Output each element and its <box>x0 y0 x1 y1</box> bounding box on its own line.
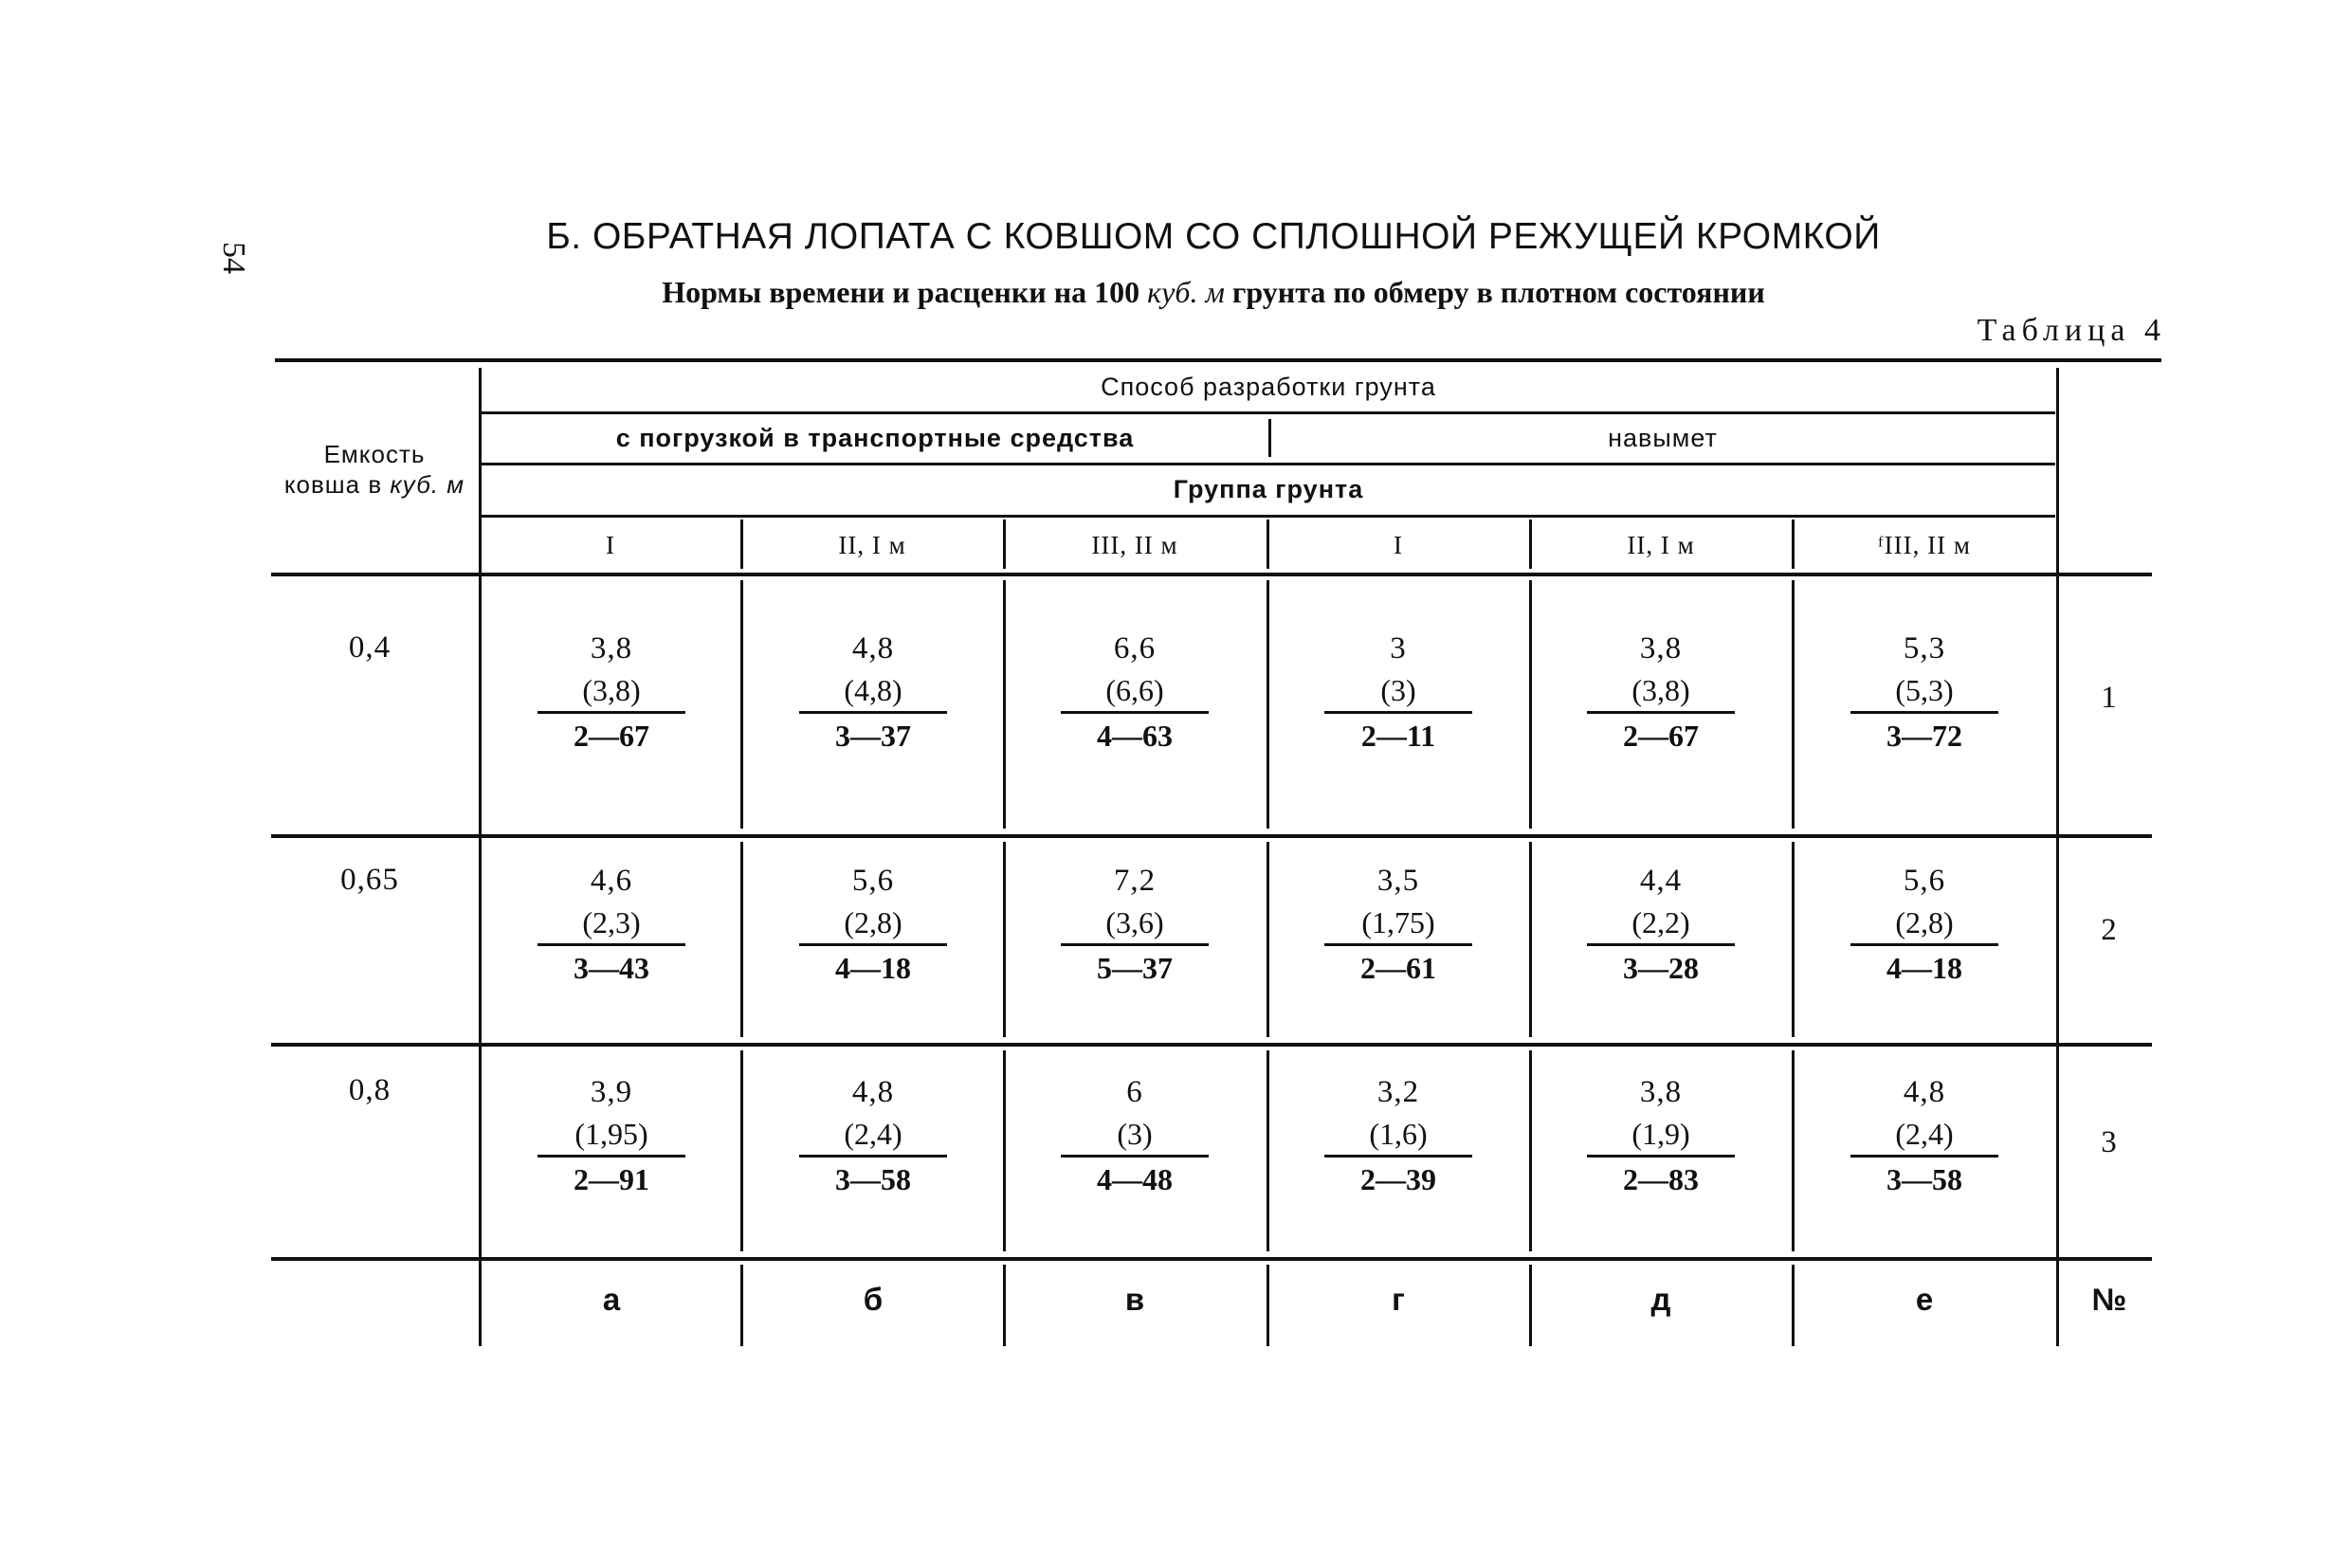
subtitle-unit: куб. м <box>1147 275 1225 309</box>
column-rule-6 <box>1792 580 1795 829</box>
capacity-header-unit: куб. м <box>390 470 465 499</box>
time-norm-alt: (1,75) <box>1324 902 1472 946</box>
column-rule-3 <box>1003 1265 1006 1346</box>
column-rule-3 <box>1003 842 1006 1037</box>
time-norm-alt: (2,8) <box>799 902 947 946</box>
column-rule-2 <box>740 580 743 829</box>
norm-cell <box>793 860 954 990</box>
time-norm-alt: (5,3) <box>1850 669 1998 714</box>
subtitle-text-start: Нормы времени и расценки на 100 <box>662 275 1148 309</box>
time-norm: 5,3 <box>1903 631 1946 665</box>
time-norm: 6,6 <box>1113 631 1157 665</box>
norm-cell <box>1054 628 1215 757</box>
rate-value: 2—91 <box>574 1162 649 1196</box>
rate-value: 2—67 <box>574 719 649 753</box>
group-header-6: ᶠIII, II м <box>1878 530 1971 559</box>
column-rule-5 <box>1529 1265 1532 1346</box>
norm-cell <box>1844 628 2005 757</box>
norm-cell <box>1844 1071 2005 1201</box>
column-letter: в <box>1124 1282 1145 1317</box>
time-norm-alt: (2,4) <box>1850 1113 1998 1158</box>
time-norm: 3,2 <box>1376 1075 1420 1109</box>
number-column-rule <box>2056 368 2059 1346</box>
norm-cell <box>1580 628 1741 757</box>
norm-cell <box>531 1071 692 1201</box>
time-norm-alt: (3) <box>1061 1113 1209 1158</box>
row-rule-2 <box>271 1043 2152 1047</box>
column-rule-6 <box>1792 1265 1795 1346</box>
header-rule-1 <box>482 411 2055 414</box>
rate-value: 2—67 <box>1623 719 1699 753</box>
row-number: 2 <box>2101 913 2118 947</box>
column-rule-3 <box>1003 1050 1006 1251</box>
column-rule-5 <box>1529 1050 1532 1251</box>
norm-cell <box>1054 1071 1215 1201</box>
rate-value: 4—18 <box>835 951 911 985</box>
time-norm: 4,8 <box>851 1075 895 1109</box>
time-norm: 4,8 <box>851 631 895 665</box>
rate-value: 4—18 <box>1886 951 1962 985</box>
rate-value: 2—61 <box>1360 951 1436 985</box>
group-header-1: I <box>606 530 615 559</box>
header-bottom-rule <box>271 573 2152 576</box>
norm-cell <box>1844 860 2005 990</box>
method-split-rule <box>1268 419 1271 457</box>
soil-group-header: Группа грунта <box>1173 474 1364 503</box>
time-norm-alt: (2,3) <box>538 902 685 946</box>
rate-value: 3—43 <box>574 951 649 985</box>
column-rule-2 <box>740 1050 743 1251</box>
norm-cell <box>1580 1071 1741 1201</box>
rate-value: 3—28 <box>1623 951 1699 985</box>
column-letter: д <box>1650 1282 1671 1317</box>
capacity-value: 0,8 <box>348 1073 392 1107</box>
time-norm-alt: (6,6) <box>1061 669 1209 714</box>
rate-value: 2—11 <box>1360 719 1436 753</box>
norm-cell <box>793 1071 954 1201</box>
time-norm-alt: (2,4) <box>799 1113 947 1158</box>
time-norm: 3,5 <box>1376 864 1420 898</box>
time-norm-alt: (4,8) <box>799 669 947 714</box>
column-rule-4 <box>1267 1050 1269 1251</box>
rate-value: 3—58 <box>1886 1162 1962 1196</box>
method-header: Способ разработки грунта <box>1101 372 1436 401</box>
column-rule-6 <box>1792 842 1795 1037</box>
norm-cell <box>793 628 954 757</box>
time-norm-alt: (1,9) <box>1587 1113 1735 1158</box>
column-rule-4 <box>1267 1265 1269 1346</box>
time-norm: 5,6 <box>1903 864 1946 898</box>
norm-cell <box>1318 860 1479 990</box>
column-rule-3 <box>1003 580 1006 829</box>
time-norm-alt: (1,95) <box>538 1113 685 1158</box>
capacity-header <box>275 431 474 507</box>
group-header-3: III, II м <box>1091 530 1178 559</box>
time-norm: 3,9 <box>590 1075 633 1109</box>
group-header-4: I <box>1394 530 1403 559</box>
column-rule-2 <box>740 842 743 1037</box>
rate-value: 2—83 <box>1623 1162 1699 1196</box>
time-norm-alt: (1,6) <box>1324 1113 1472 1158</box>
row-number: 1 <box>2101 681 2118 715</box>
column-rule-5 <box>1529 842 1532 1037</box>
rate-value: 3—72 <box>1886 719 1962 753</box>
column-rule-2 <box>740 1265 743 1346</box>
row-number: 3 <box>2101 1125 2118 1159</box>
time-norm: 3,8 <box>1639 631 1683 665</box>
capacity-header-line-2 <box>284 469 465 500</box>
rate-value: 5—37 <box>1097 951 1173 985</box>
page-number: 54 <box>216 242 251 274</box>
group-header-2: II, I м <box>838 530 906 559</box>
table-top-rule <box>275 358 2161 362</box>
table-subtitle <box>408 275 2019 310</box>
group-header-5: II, I м <box>1627 530 1695 559</box>
row-rule-3 <box>271 1257 2152 1261</box>
rate-value: 4—48 <box>1097 1162 1173 1196</box>
subtitle-text-end: грунта по обмеру в плотном состоянии <box>1224 275 1765 309</box>
rate-value: 3—58 <box>835 1162 911 1196</box>
norm-cell <box>531 860 692 990</box>
norm-cell <box>1318 1071 1479 1201</box>
time-norm-alt: (2,2) <box>1587 902 1735 946</box>
capacity-column-rule <box>479 368 482 1346</box>
table-caption: Таблица 4 <box>1977 313 2166 348</box>
norm-cell <box>1054 860 1215 990</box>
column-rule-5 <box>1529 580 1532 829</box>
capacity-value: 0,65 <box>340 863 399 897</box>
norm-cell <box>1318 628 1479 757</box>
time-norm-alt: (3,6) <box>1061 902 1209 946</box>
column-letter: б <box>863 1282 884 1317</box>
cast-header: навымет <box>1608 423 1718 452</box>
rate-value: 2—39 <box>1360 1162 1436 1196</box>
time-norm: 4,8 <box>1903 1075 1946 1109</box>
capacity-header-line-1: Емкость <box>323 440 426 468</box>
section-title: Б. ОБРАТНАЯ ЛОПАТА С КОВШОМ СО СПЛОШНОЙ РЕЖУЩЕЙ КРОМКОЙ <box>546 216 1881 257</box>
column-letter: а <box>602 1282 621 1317</box>
time-norm-alt: (3) <box>1324 669 1472 714</box>
time-norm: 6 <box>1126 1075 1143 1109</box>
column-letter: г <box>1392 1282 1405 1317</box>
column-rule-4 <box>1267 580 1269 829</box>
norm-cell <box>531 628 692 757</box>
time-norm: 7,2 <box>1113 864 1157 898</box>
header-rule-2 <box>482 463 2055 465</box>
time-norm: 3 <box>1390 631 1407 665</box>
capacity-value: 0,4 <box>348 630 392 665</box>
number-sign: № <box>2091 1282 2127 1317</box>
time-norm-alt: (2,8) <box>1850 902 1998 946</box>
with-loading-header: с погрузкой в транспортные средства <box>615 423 1135 452</box>
row-rule-1 <box>271 834 2152 838</box>
time-norm: 3,8 <box>590 631 633 665</box>
column-rule-6 <box>1792 1050 1795 1251</box>
time-norm: 4,4 <box>1639 864 1683 898</box>
time-norm: 5,6 <box>851 864 895 898</box>
norm-cell <box>1580 860 1741 990</box>
capacity-header-prefix: ковша в <box>283 470 391 499</box>
header-rule-3 <box>482 515 2055 518</box>
time-norm-alt: (3,8) <box>1587 669 1735 714</box>
column-rule-4 <box>1267 842 1269 1037</box>
column-letter: е <box>1915 1282 1934 1317</box>
rate-value: 4—63 <box>1097 719 1173 753</box>
rate-value: 3—37 <box>835 719 911 753</box>
time-norm: 3,8 <box>1639 1075 1683 1109</box>
time-norm: 4,6 <box>590 864 633 898</box>
time-norm-alt: (3,8) <box>538 669 685 714</box>
